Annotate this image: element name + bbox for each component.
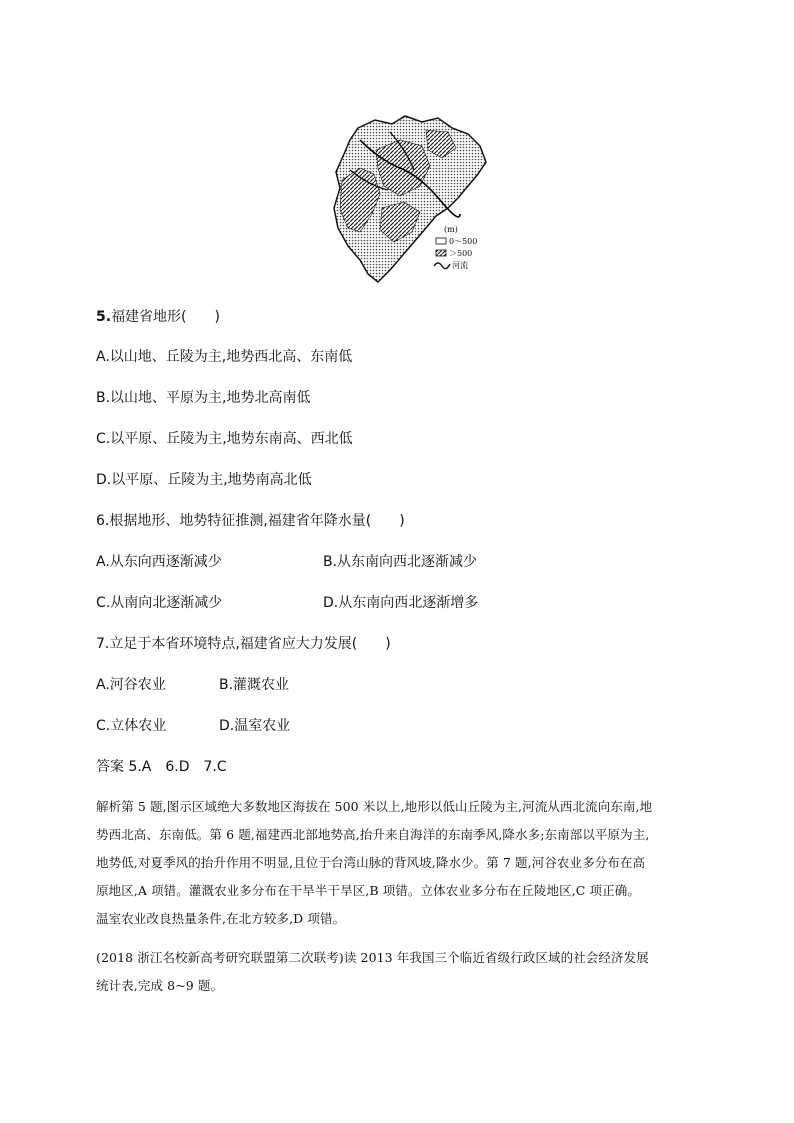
- q7-option-c: C.立体农业: [96, 718, 167, 734]
- legend-river-label: 河流: [452, 261, 468, 270]
- legend-high-label: ＞500: [449, 249, 473, 258]
- q5-option-a: A.以山地、丘陵为主,地势西北高、东南低: [96, 349, 353, 365]
- intro-line-2: 统计表,完成 8~9 题。: [96, 978, 224, 993]
- q5-number: 5.: [96, 309, 112, 325]
- answer-line: 答案 5.A 6.D 7.C: [96, 759, 227, 775]
- fujian-terrain-map: [330, 110, 490, 286]
- q5-option-b: B.以山地、平原为主,地势北高南低: [96, 390, 311, 406]
- legend-high-swatch: [436, 250, 446, 256]
- q6-stem: 6.根据地形、地势特征推测,福建省年降水量( ): [96, 513, 405, 529]
- q5-text: 福建省地形( ): [111, 309, 220, 325]
- q6-option-c: C.从南向北逐渐减少: [96, 595, 223, 611]
- explanation-line-5: 温室农业改良热量条件,在北方较多,D 项错。: [96, 911, 346, 926]
- legend-low-swatch: [436, 238, 446, 244]
- legend-river-swatch: [434, 263, 450, 269]
- intro-line-1: (2018 浙江名校新高考研究联盟第二次联考)读 2013 年我国三个临近省级行政区域的社会经济发展: [96, 950, 649, 965]
- q6-option-d: D.从东南向西北逐渐增多: [323, 595, 479, 611]
- map-graphic: [330, 110, 490, 286]
- q7-option-b: B.灌溉农业: [219, 677, 290, 693]
- legend-unit: (m): [444, 225, 458, 234]
- q6-option-b: B.从东南向西北逐渐减少: [323, 554, 478, 570]
- q5-option-d: D.以平原、丘陵为主,地势南高北低: [96, 472, 312, 488]
- legend-low-label: 0～500: [449, 237, 478, 246]
- explanation-line-1: 解析第 5 题,图示区域绝大多数地区海拔在 500 米以上,地形以低山丘陵为主,河流从西北流向东南,地: [96, 799, 653, 814]
- q7-option-d: D.温室农业: [219, 718, 291, 734]
- next-question-intro: [96, 944, 700, 1000]
- explanation-line-2: 势西北高、东南低。第 6 题,福建西北部地势高,抬升来自海洋的东南季风,降水多;东南部以平原为主,: [96, 827, 650, 842]
- explanation: [96, 793, 700, 933]
- q6-option-a: A.从东向西逐渐减少: [96, 554, 222, 570]
- explanation-line-4: 原地区,A 项错。灌溉农业多分布在干旱半干旱区,B 项错。立体农业多分布在丘陵地区,C 项正确。: [96, 883, 640, 898]
- q5-option-c: C.以平原、丘陵为主,地势东南高、西北低: [96, 431, 353, 447]
- explanation-line-3: 地势低,对夏季风的抬升作用不明显,且位于台湾山脉的背风坡,降水少。第 7 题,河谷农业多分布在高: [96, 855, 646, 870]
- q7-stem: 7.立足于本省环境特点,福建省应大力发展( ): [96, 636, 391, 652]
- q7-option-a: A.河谷农业: [96, 677, 166, 693]
- q5-stem: [96, 308, 220, 326]
